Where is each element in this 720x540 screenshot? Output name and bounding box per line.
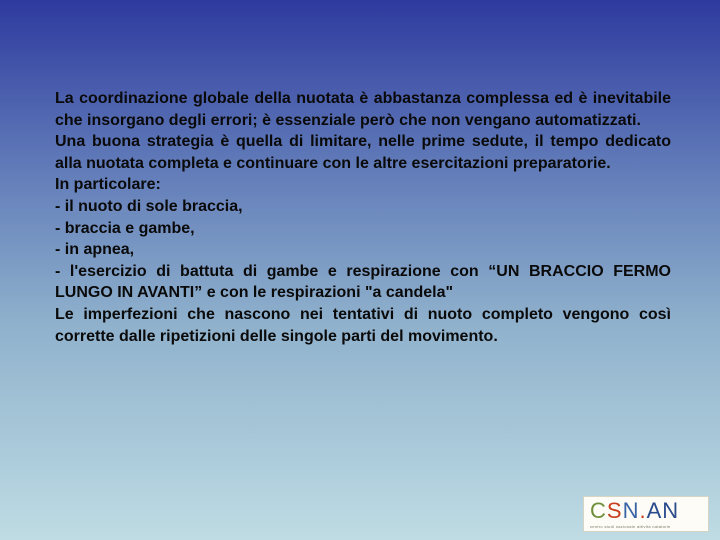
logo-tagline: centro studi nazionale attività natatorie <box>590 524 671 529</box>
paragraph-in-particolare: In particolare: <box>55 176 161 194</box>
logo-letter-n: N <box>622 498 640 523</box>
slide-text-body <box>55 88 671 347</box>
list-item-braccia-gambe: - braccia e gambe, <box>55 219 195 237</box>
logo-letter-s: S <box>606 498 623 523</box>
logo-wordmark <box>590 498 679 524</box>
logo-dot: . <box>639 498 647 523</box>
csnan-logo <box>583 496 709 532</box>
list-item-apnea: - in apnea, <box>55 241 135 259</box>
paragraph-strategy: Una buona strategia è quella di limitare, nelle prime sedute, il tempo dedicato alla nuotata completa e continuare con le altre esercitazioni preparatorie. <box>55 133 671 172</box>
list-item-esercizio-battuta: - l'esercizio di battuta di gambe e respirazione con “UN BRACCIO FERMO LUNGO IN AVANTI” e con le respirazioni "a candela" <box>55 262 671 302</box>
paragraph-conclusion: Le imperfezioni che nascono nei tentativi di nuoto completo vengono così corrette dalle ripetizioni delle singole parti del movimento. <box>55 305 671 345</box>
logo-letter-c: C <box>590 498 607 523</box>
list-item-sole-braccia: - il nuoto di sole braccia, <box>55 197 243 215</box>
logo-letters-an: AN <box>646 498 680 523</box>
paragraph-intro: La coordinazione globale della nuotata è abbastanza complessa ed è inevitabile che insorgano degli errori; è essenziale però che non vengano automatizzati. <box>55 90 671 129</box>
